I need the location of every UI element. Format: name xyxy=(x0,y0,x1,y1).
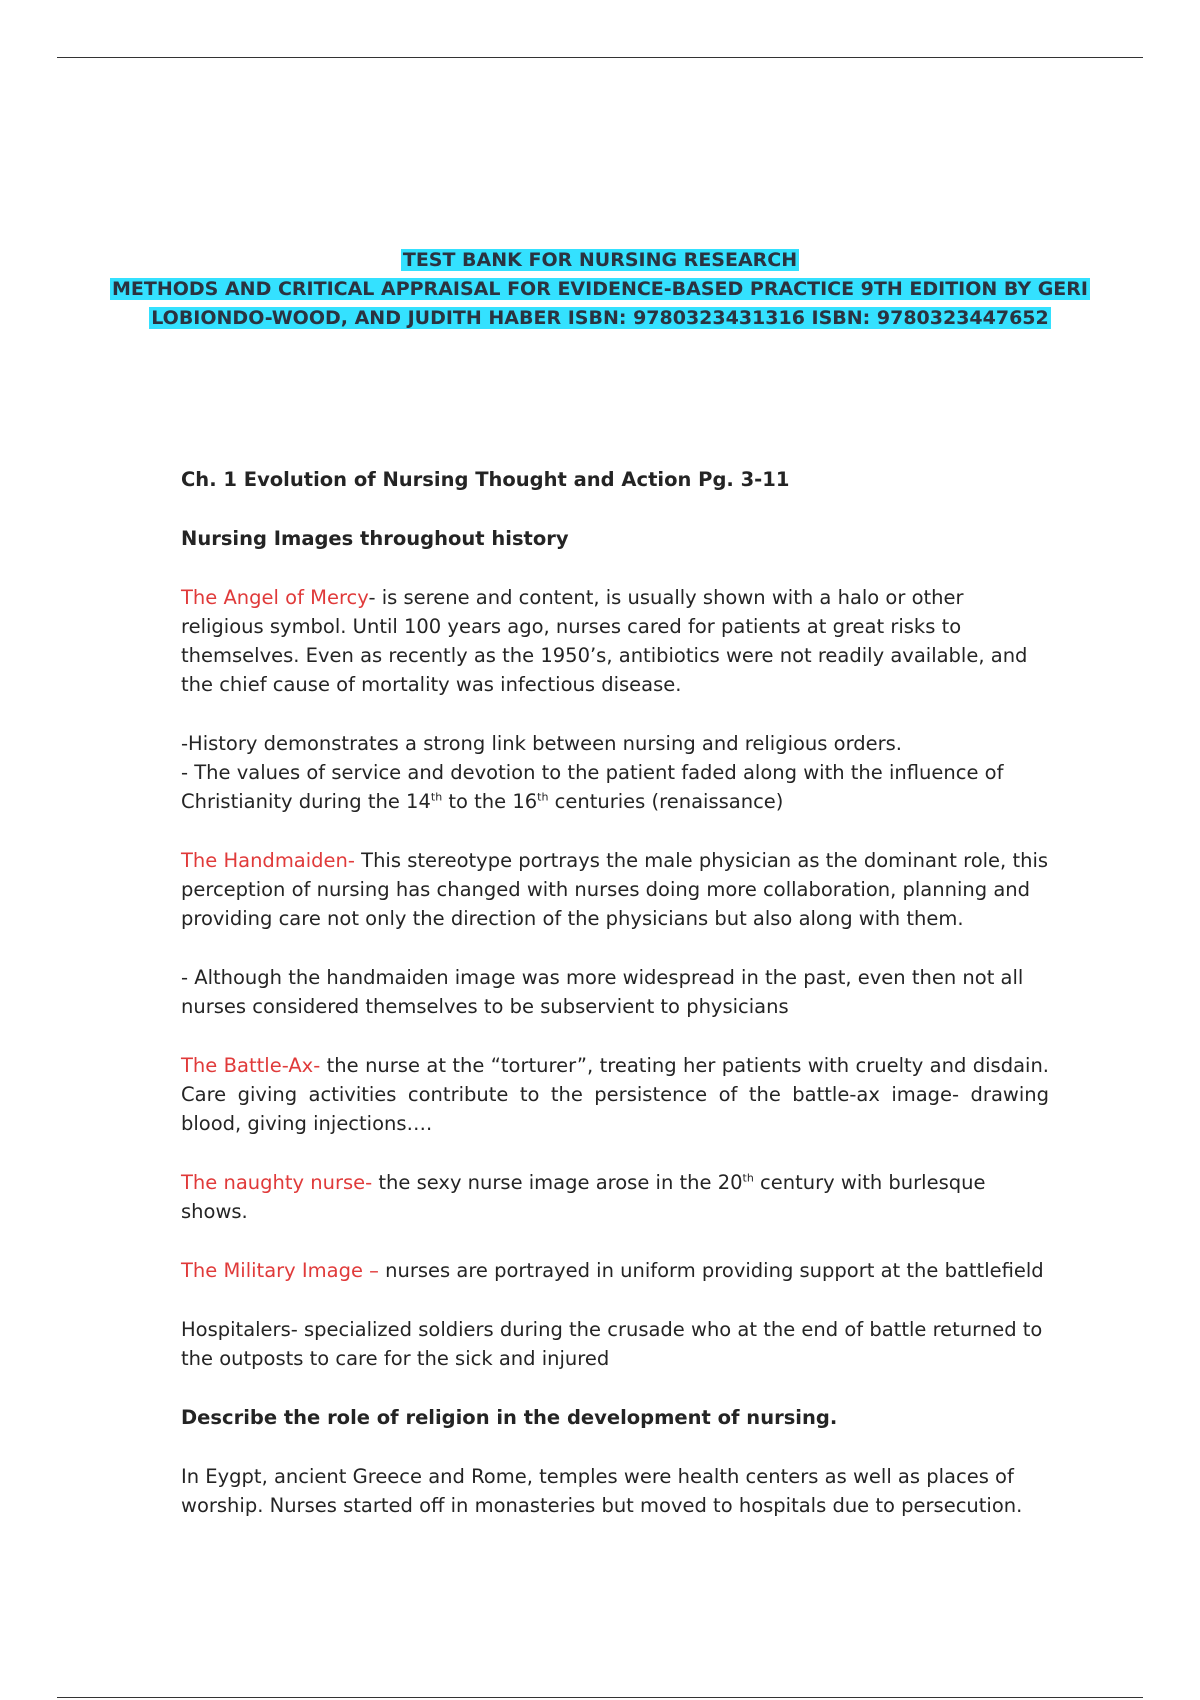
title-line-3: LOBIONDO-WOOD, AND JUDITH HABER ISBN: 9780323431316 ISBN: 9780323447652 xyxy=(151,307,1049,329)
naughty-nurse-paragraph: The naughty nurse- the sexy nurse image arose in the 20th century with burlesque shows. xyxy=(181,1171,986,1223)
naughty-nurse-term: The naughty nurse- xyxy=(181,1171,373,1194)
handmaiden-note: - Although the handmaiden image was more widespread in the past, even then not all nurses considered themselves to be subservient to physicians xyxy=(181,966,1024,1018)
document-title xyxy=(100,246,1100,333)
angel-of-mercy-paragraph: The Angel of Mercy- is serene and content, is usually shown with a halo or other religious symbol. Until 100 years ago, nurses cared for patients at great risks to themselves. Even as recently as the 1950’s, antibiotics were not readily available, and the chief cause of mortality was infectious disease. xyxy=(181,586,1028,696)
religion-paragraph: In Eygpt, ancient Greece and Rome, temples were health centers as well as places of worship. Nurses started off in monasteries but moved to hospitals due to persecution. xyxy=(181,1465,1023,1517)
history-paragraph: -History demonstrates a strong link between nursing and religious orders. - The values of service and devotion to the patient faded along with the influence of Christianity during the 14th to the 16th centuries (renaissance) xyxy=(181,732,1004,813)
battle-ax-term: The Battle-Ax- xyxy=(181,1054,321,1077)
religion-heading: Describe the role of religion in the development of nursing. xyxy=(181,1406,838,1429)
title-line-2: METHODS AND CRITICAL APPRAISAL FOR EVIDENCE-BASED PRACTICE 9TH EDITION BY GERI xyxy=(112,278,1088,300)
angel-of-mercy-term: The Angel of Mercy xyxy=(181,586,369,609)
document-body xyxy=(181,465,1049,1550)
military-image-paragraph: The Military Image – nurses are portrayed in uniform providing support at the battlefield xyxy=(181,1259,1044,1282)
handmaiden-term: The Handmaiden- xyxy=(181,849,355,872)
chapter-heading: Ch. 1 Evolution of Nursing Thought and Action Pg. 3-11 xyxy=(181,468,790,491)
handmaiden-paragraph: The Handmaiden- This stereotype portrays the male physician as the dominant role, this perception of nursing has changed with nurses doing more collaboration, planning and providing care not only the direction of the physicians but also along with them. xyxy=(181,849,1049,930)
bottom-rule xyxy=(57,1697,1143,1698)
military-image-term: The Military Image – xyxy=(181,1259,379,1282)
battle-ax-paragraph: The Battle-Ax- the nurse at the “torturer”, treating her patients with cruelty and disdain. Care giving activities contribute to the persistence of the battle-ax image- drawing blood, giving injections…. xyxy=(181,1054,1050,1135)
title-line-1: TEST BANK FOR NURSING RESEARCH xyxy=(402,249,798,271)
section-heading: Nursing Images throughout history xyxy=(181,527,569,550)
hospitalers-paragraph: Hospitalers- specialized soldiers during the crusade who at the end of battle returned to the outposts to care for the sick and injured xyxy=(181,1318,1043,1370)
top-rule xyxy=(57,57,1143,58)
